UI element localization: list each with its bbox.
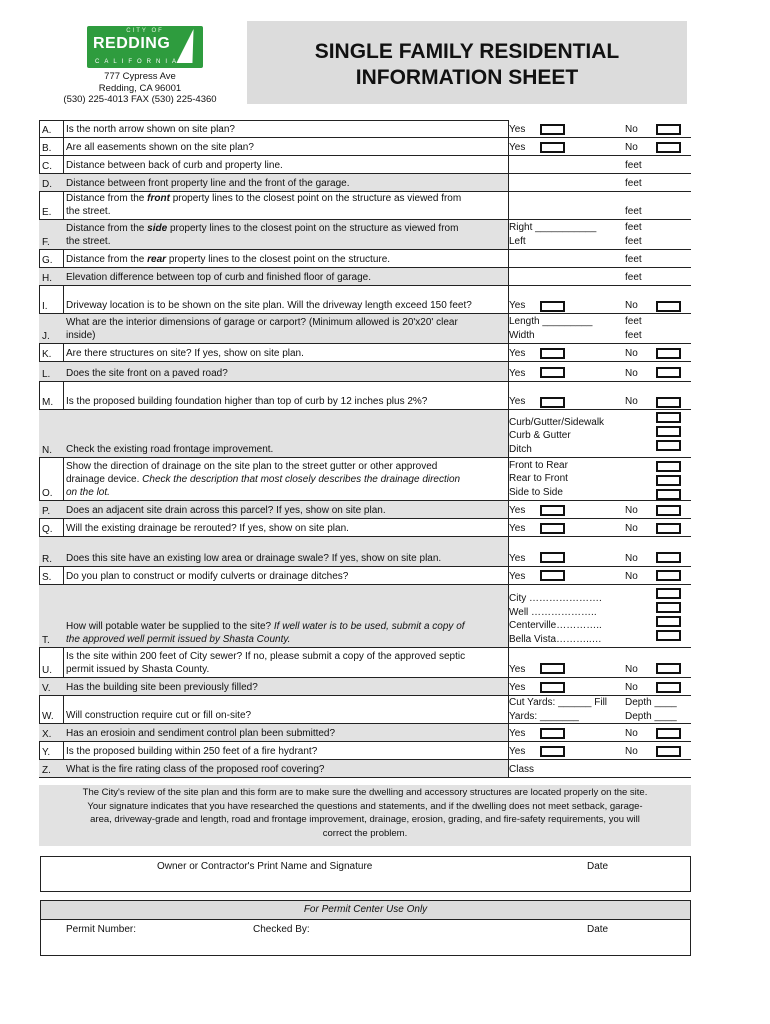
answer-option-label: Yards: _______ <box>509 710 579 722</box>
answer-option-label: Bella Vista………..… <box>509 633 602 645</box>
question-row <box>39 314 691 344</box>
answer-checkbox[interactable] <box>656 426 681 437</box>
question-line: Is the proposed building within 250 feet of a fire hydrant? <box>66 746 318 757</box>
answer-checkbox[interactable] <box>540 570 565 581</box>
answer-checkbox[interactable] <box>656 348 681 359</box>
question-line: the street. <box>66 206 111 217</box>
address-city: Redding, CA 96001 <box>98 82 182 94</box>
answer-option-label: No <box>625 570 638 582</box>
answer-checkbox[interactable] <box>656 746 681 757</box>
answer-option-label: No <box>625 681 638 693</box>
question-row <box>39 344 691 362</box>
question-letter: T. <box>42 635 50 646</box>
question-line: Does the site front on a paved road? <box>66 368 228 379</box>
question-line: Are there structures on site? If yes, show on site plan. <box>66 348 304 359</box>
logo-sub-text: CALIFORNIA <box>95 59 182 65</box>
question-line: Distance between front property line and the front of the garage. <box>66 178 350 189</box>
question-line: Distance from the front property lines to the closest point on the structure as viewed from <box>66 193 462 204</box>
answer-checkbox[interactable] <box>540 552 565 563</box>
question-line: Has an erosioin and sendiment control plan been submitted? <box>66 728 336 739</box>
question-line: Distance between back of curb and property line. <box>66 160 283 171</box>
answer-option-label: feet <box>625 235 642 247</box>
answer-option-label: No <box>625 123 638 135</box>
question-line: on the lot. <box>66 487 110 498</box>
question-text <box>66 742 540 759</box>
emphasis-text: rear <box>147 254 167 265</box>
question-letter: I. <box>42 301 48 312</box>
checked-by-label: Checked By: <box>253 924 310 935</box>
answer-option-label: feet <box>625 222 642 233</box>
question-text <box>66 678 540 695</box>
question-row <box>39 174 691 192</box>
question-letter: G. <box>42 255 53 266</box>
question-letter: U. <box>42 665 52 676</box>
answer-checkbox[interactable] <box>656 505 681 516</box>
question-text <box>66 648 540 677</box>
answer-option-label: No <box>625 552 638 564</box>
question-letter: V. <box>42 683 51 694</box>
question-row <box>39 501 691 519</box>
question-row <box>39 220 691 250</box>
answer-checkbox[interactable] <box>656 588 681 599</box>
answer-checkbox[interactable] <box>656 475 681 486</box>
question-text <box>66 519 540 536</box>
question-row <box>39 138 691 156</box>
answer-option-label: Yes <box>509 681 526 693</box>
question-text <box>66 250 540 267</box>
answer-option-label: Well ……………….. <box>509 606 597 618</box>
question-letter: F. <box>42 237 50 248</box>
answer-checkbox[interactable] <box>656 663 681 674</box>
answer-option-label: Depth ____ <box>625 697 677 708</box>
permit-heading: For Permit Center Use Only <box>41 901 690 920</box>
question-row <box>39 696 691 724</box>
question-row <box>39 724 691 742</box>
question-text <box>66 344 540 361</box>
answer-option-label: Yes <box>509 347 526 359</box>
question-letter: J. <box>42 331 50 342</box>
question-text <box>66 314 540 343</box>
answer-option-label: Yes <box>509 123 526 135</box>
emphasis-text: Check the description that most closely describes the drainage direction <box>142 474 461 485</box>
answer-checkbox[interactable] <box>540 728 565 739</box>
question-letter: X. <box>42 729 52 740</box>
permit-number-label: Permit Number: <box>66 924 137 935</box>
answer-option-label: Rear to Front <box>509 473 568 484</box>
answer-option-label: No <box>625 504 638 516</box>
answer-cell <box>508 250 692 267</box>
answer-cell <box>508 192 692 219</box>
answer-option-label: Side to Side <box>509 486 563 498</box>
answer-option-label: feet <box>625 177 642 189</box>
question-row <box>39 742 691 760</box>
question-letter: P. <box>42 506 51 517</box>
question-text <box>66 501 540 518</box>
emphasis-text: front <box>147 193 170 204</box>
answer-checkbox[interactable] <box>656 367 681 378</box>
question-text <box>66 220 540 249</box>
logo-mark-icon <box>176 29 201 63</box>
answer-checkbox[interactable] <box>656 616 681 627</box>
answer-option-label: Yes <box>509 663 526 675</box>
question-text <box>66 382 540 409</box>
answer-option-label: Depth ____ <box>625 710 677 722</box>
logo-main-text: REDDING <box>93 35 171 52</box>
question-text <box>66 138 540 155</box>
question-letter: K. <box>42 349 52 360</box>
answer-option-label: Yes <box>509 141 526 153</box>
answer-option-label: No <box>625 299 638 311</box>
answer-option-label: No <box>625 745 638 757</box>
question-letter: Y. <box>42 747 51 758</box>
question-row <box>39 567 691 585</box>
answer-option-label: Front to Rear <box>509 459 568 471</box>
answer-option-label: Width <box>509 329 535 341</box>
answer-checkbox[interactable] <box>540 124 565 135</box>
answer-checkbox[interactable] <box>656 682 681 693</box>
answer-cell <box>508 760 692 777</box>
answer-checkbox[interactable] <box>656 523 681 534</box>
city-address <box>40 71 240 106</box>
city-logo <box>87 26 203 68</box>
answer-checkbox[interactable] <box>540 746 565 757</box>
answer-checkbox[interactable] <box>540 301 565 312</box>
answer-checkbox[interactable] <box>656 412 681 423</box>
question-text <box>66 286 540 313</box>
signature-box[interactable] <box>40 856 691 892</box>
question-row <box>39 537 691 567</box>
answer-option-label: Centerville………….. <box>509 620 602 631</box>
answer-option-label: feet <box>625 159 642 171</box>
answer-option-label: No <box>625 663 638 675</box>
answer-option-label: No <box>625 141 638 153</box>
question-letter: Q. <box>42 524 53 535</box>
answer-cell <box>508 174 692 191</box>
answer-checkbox[interactable] <box>656 461 681 472</box>
answer-option-label: feet <box>625 271 642 283</box>
question-text <box>66 760 540 777</box>
question-line: permit issued by Shasta County. <box>66 664 210 675</box>
answer-cell <box>508 156 692 173</box>
question-text <box>66 174 540 191</box>
answer-option-label: Length _________ <box>509 316 593 327</box>
question-text <box>66 192 540 219</box>
question-text <box>66 696 540 723</box>
notice-line: area, driveway-grade and length, road and frontage improvement, drainage, erosion, grading, and fire-safety requirements, you will <box>90 814 640 825</box>
answer-checkbox[interactable] <box>540 505 565 516</box>
question-row <box>39 250 691 268</box>
answer-checkbox[interactable] <box>656 301 681 312</box>
answer-option-label: Yes <box>509 522 526 534</box>
question-row <box>39 268 691 286</box>
title-line-1: SINGLE FAMILY RESIDENTIAL <box>314 40 620 63</box>
question-letter: R. <box>42 554 52 565</box>
signature-label: Owner or Contractor's Print Name and Signature <box>157 861 373 872</box>
question-row <box>39 382 691 410</box>
review-notice <box>39 785 691 846</box>
question-text <box>66 156 540 173</box>
signature-date-label: Date <box>587 861 609 872</box>
logo-city-text: CITY OF <box>126 28 164 34</box>
answer-checkbox[interactable] <box>540 367 565 378</box>
question-letter: D. <box>42 179 52 190</box>
question-text <box>66 458 540 500</box>
question-line: Will construction require cut or fill on-site? <box>66 710 252 721</box>
question-letter: Z. <box>42 765 51 776</box>
question-line: Will the existing drainage be rerouted? If yes, show on site plan. <box>66 523 349 534</box>
answer-option-label: Yes <box>509 570 526 582</box>
question-line: Is the north arrow shown on site plan? <box>66 124 235 135</box>
question-line: Does an adjacent site drain across this parcel? If yes, show on site plan. <box>66 505 386 516</box>
question-row <box>39 286 691 314</box>
question-letter: W. <box>42 711 54 722</box>
answer-checkbox[interactable] <box>656 440 681 451</box>
answer-option-label: Curb & Gutter <box>509 430 571 441</box>
question-row <box>39 362 691 382</box>
question-row <box>39 458 691 501</box>
question-letter: C. <box>42 161 52 172</box>
question-text <box>66 120 540 137</box>
answer-checkbox[interactable] <box>540 397 565 408</box>
question-row <box>39 156 691 174</box>
question-text <box>66 585 540 647</box>
question-row <box>39 410 691 458</box>
answer-option-label: Curb/Gutter/Sidewalk <box>509 416 605 428</box>
question-line: Driveway location is to be shown on the site plan. Will the driveway length exceed 150 feet? <box>66 300 472 311</box>
question-letter: N. <box>42 445 52 456</box>
address-phone: (530) 225-4013 FAX (530) 225-4360 <box>63 94 217 105</box>
question-line: Is the site within 200 feet of City sewer? If no, please submit a copy of the approved septic <box>66 651 466 662</box>
question-line: Elevation difference between top of curb and finished floor of garage. <box>66 272 372 283</box>
answer-option-label: No <box>625 347 638 359</box>
emphasis-text: side <box>147 223 168 234</box>
answer-option-label: Ditch <box>509 443 532 455</box>
question-line: What is the fire rating class of the proposed roof covering? <box>66 764 325 775</box>
emphasis-text: If well water is to be used, submit a copy of <box>273 621 465 632</box>
question-letter: B. <box>42 143 52 154</box>
question-line: the street. <box>66 236 111 247</box>
answer-option-label: Left <box>509 235 526 247</box>
question-letter: L. <box>42 369 51 380</box>
answer-checkbox[interactable] <box>656 552 681 563</box>
answer-checkbox[interactable] <box>540 682 565 693</box>
question-letter: S. <box>42 572 52 583</box>
question-line: Does this site have an existing low area or drainage swale? If yes, show on site plan. <box>66 553 442 564</box>
answer-option-label: Yes <box>509 299 526 311</box>
notice-line: correct the problem. <box>322 827 408 839</box>
question-row <box>39 192 691 220</box>
question-letter: M. <box>42 397 54 408</box>
question-row <box>39 648 691 678</box>
answer-option-label: No <box>625 367 638 379</box>
question-line: How will potable water be supplied to the site? If well water is to be used, submit a copy of <box>66 621 465 632</box>
question-line: Has the building site been previously filled? <box>66 682 258 693</box>
question-line: Show the direction of drainage on the site plan to the street gutter or other approved <box>66 461 438 472</box>
question-letter: A. <box>42 125 52 136</box>
notice-line: Your signature indicates that you have researched the questions and statements, and if the dwelling does not meet setback, garage- <box>87 800 643 812</box>
answer-option-label: No <box>625 727 638 739</box>
question-row <box>39 519 691 537</box>
question-row <box>39 585 691 648</box>
question-text <box>66 724 540 741</box>
answer-option-label: Yes <box>509 552 526 564</box>
answer-option-label: Cut Yards: ______ Fill <box>509 697 608 708</box>
question-line: Are all easements shown on the site plan? <box>66 142 254 153</box>
title-line-2: INFORMATION SHEET <box>355 66 579 89</box>
question-row <box>39 760 691 778</box>
address-street: 777 Cypress Ave <box>104 71 176 82</box>
question-text <box>66 410 540 457</box>
permit-center-box <box>40 900 691 956</box>
question-row <box>39 120 691 138</box>
answer-cell <box>508 268 692 285</box>
answer-option-label: Yes <box>509 367 526 379</box>
notice-line: The City's review of the site plan and this form are to make sure the dwelling and accessory structures are located properly on the site. <box>82 787 648 798</box>
permit-date-label: Date <box>587 924 609 935</box>
question-line: Distance from the rear property lines to the closest point on the structure. <box>66 254 391 265</box>
question-line: Do you plan to construct or modify culverts or drainage ditches? <box>66 571 349 582</box>
answer-checkbox[interactable] <box>540 663 565 674</box>
question-text <box>66 362 540 381</box>
answer-checkbox[interactable] <box>540 142 565 153</box>
question-text <box>66 537 540 566</box>
answer-option-label: Yes <box>509 504 526 516</box>
answer-option-label: No <box>625 522 638 534</box>
question-line: the approved well permit issued by Shasta County. <box>66 634 291 645</box>
answer-checkbox[interactable] <box>540 523 565 534</box>
question-line: drainage device. Check the description that most closely describes the drainage direction <box>66 474 461 485</box>
answer-option-label: feet <box>625 316 642 327</box>
answer-option-label: No <box>625 395 638 407</box>
answer-option-label: Yes <box>509 395 526 407</box>
question-row <box>39 678 691 696</box>
answer-checkbox[interactable] <box>656 489 681 500</box>
answer-checkbox[interactable] <box>656 728 681 739</box>
answer-checkbox[interactable] <box>656 142 681 153</box>
question-letter: O. <box>42 488 53 499</box>
page-title <box>247 21 687 104</box>
answer-option-label: Right ___________ <box>509 222 597 233</box>
answer-option-label: Class <box>509 763 535 775</box>
question-line: Distance from the side property lines to the closest point on the structure as viewed from <box>66 223 459 234</box>
question-line: Is the proposed building foundation higher than top of curb by 12 inches plus 2%? <box>66 396 428 407</box>
question-text <box>66 268 540 285</box>
question-letter: H. <box>42 273 52 284</box>
answer-option-label: feet <box>625 205 642 217</box>
answer-checkbox[interactable] <box>540 348 565 359</box>
answer-option-label: feet <box>625 329 642 341</box>
answer-checkbox[interactable] <box>656 397 681 408</box>
answer-checkbox[interactable] <box>656 570 681 581</box>
question-text <box>66 567 540 584</box>
answer-option-label: Yes <box>509 727 526 739</box>
answer-checkbox[interactable] <box>656 124 681 135</box>
answer-option-label: feet <box>625 253 642 265</box>
answer-option-label: City …………………. <box>509 593 602 604</box>
question-line: Check the existing road frontage improvement. <box>66 444 274 455</box>
answer-checkbox[interactable] <box>656 630 681 641</box>
question-line: What are the interior dimensions of garage or carport? (Minimum allowed is 20'x20' clear <box>66 317 458 328</box>
answer-checkbox[interactable] <box>656 602 681 613</box>
question-line: inside) <box>66 330 96 341</box>
question-letter: E. <box>42 207 52 218</box>
answer-option-label: Yes <box>509 745 526 757</box>
